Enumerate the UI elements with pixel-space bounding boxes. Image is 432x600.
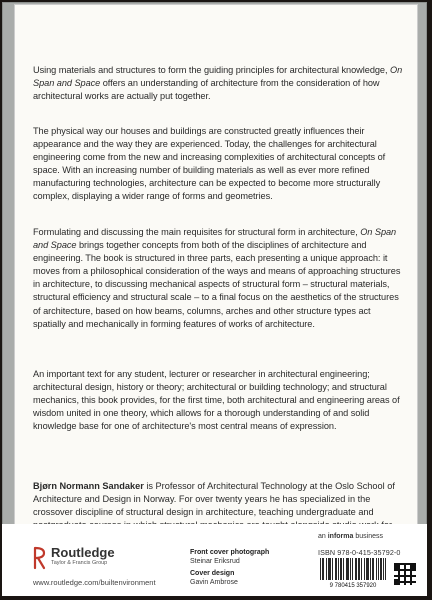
qr-module (396, 583, 398, 585)
barcode-bar (376, 558, 377, 580)
qr-code-icon (394, 563, 416, 585)
qr-module (398, 581, 400, 583)
barcode-bar (320, 558, 321, 580)
publisher-logo (33, 546, 115, 570)
cover-credits (190, 548, 269, 587)
qr-module (394, 575, 396, 577)
publisher-url: www.routledge.com/builtenvironment (33, 578, 156, 587)
qr-module (406, 581, 408, 583)
blurb-paragraph-2: The physical way our houses and buildings are constructed greatly influences their appearance and the way they are experienced. Today, the challenges for architectural engineering come from the new and increasing complexities of architectural concepts of space. With an increasing number of building materials as well as ever more refined manufacturing technologies, architecture can be expected to become more structurally complex, displaying a wider range of forms and geometries. (33, 126, 386, 202)
barcode-bar (367, 558, 368, 580)
blurb-p1-text-b: offers an understanding of architecture from the consideration of how architectural works are actually put together. (33, 78, 380, 102)
informa-suffix: business (353, 533, 383, 540)
qr-module (396, 581, 398, 583)
author-name: Bjørn Normann Sandaker (33, 481, 144, 491)
barcode-bar (359, 558, 360, 580)
qr-module (396, 567, 398, 569)
barcode-bar (330, 558, 331, 580)
design-credit-name: Gavin Ambrose (190, 579, 238, 586)
qr-module (410, 579, 412, 581)
qr-module (410, 571, 412, 573)
barcode-bar (358, 558, 359, 580)
qr-module (396, 565, 398, 567)
publisher-group: Taylor & Francis Group (51, 560, 108, 566)
barcode-bar (370, 558, 371, 580)
qr-module (396, 563, 398, 565)
qr-module (396, 569, 398, 571)
qr-module (398, 563, 400, 565)
informa-name: informa (327, 533, 354, 540)
author-bio-text: is Professor of Architectural Technology at the Oslo School of Architecture and Design in Norway. For over twenty years he has specialized in the crossover discipline of structural design in architecture, teaching undergraduate and (33, 481, 395, 518)
barcode-icon (318, 558, 388, 588)
qr-module (394, 583, 396, 585)
book-title-italic: On Span and Space (33, 227, 397, 251)
qr-module (398, 579, 400, 581)
qr-module (400, 581, 402, 583)
barcode-bar (347, 558, 348, 580)
barcode-bar (343, 558, 344, 580)
qr-module (414, 565, 416, 567)
barcode-bar (346, 558, 347, 580)
barcode-bar (361, 558, 362, 580)
qr-module (412, 569, 414, 571)
qr-module (410, 573, 412, 575)
blurb-p1-text-a: Using materials and structures to form the guiding principles for architectural knowledge, (33, 65, 390, 75)
barcode-bar (348, 558, 349, 580)
qr-module (394, 581, 396, 583)
qr-module (404, 571, 406, 573)
barcode-bar (326, 558, 327, 580)
qr-module (408, 569, 410, 571)
informa-prefix: an (318, 533, 328, 540)
design-credit-label: Cover design (190, 570, 235, 577)
qr-module (406, 569, 408, 571)
barcode-bar (350, 558, 351, 580)
barcode-bar (332, 558, 333, 580)
barcode-bar (341, 558, 342, 580)
qr-module (398, 571, 400, 573)
blurb-paragraph-4: An important text for any student, lecturer or researcher in architectural engineering; architectural design, history or theory; architectural or building technology; and structural mechanics, this book provides, for the first time, both architectural and engineering areas of wisdom united in one theory, which allows for a thorough understanding of and solid knowledge base for one of architecture's most central means of expression. (33, 369, 400, 432)
qr-module (408, 581, 410, 583)
informa-business (318, 533, 383, 540)
qr-module (410, 563, 412, 565)
qr-module (404, 579, 406, 581)
barcode-bar (364, 558, 365, 580)
qr-module (398, 565, 400, 567)
qr-module (404, 565, 406, 567)
qr-module (394, 569, 396, 571)
qr-module (400, 569, 402, 571)
barcode-bar (366, 558, 367, 580)
barcode-bar (378, 558, 379, 580)
barcode-bar (383, 558, 384, 580)
qr-module (398, 577, 400, 579)
book-title-italic: On Span and Space (33, 65, 403, 89)
qr-module (414, 569, 416, 571)
barcode-bar (323, 558, 324, 580)
barcode-bar (336, 558, 337, 580)
barcode-bar (338, 558, 339, 580)
barcode-bar (322, 558, 323, 580)
photo-credit-label: Front cover photograph (190, 549, 270, 556)
qr-module (396, 575, 398, 577)
barcode-bar (368, 558, 369, 580)
qr-module (412, 575, 414, 577)
barcode-bar (356, 558, 357, 580)
qr-module (404, 581, 406, 583)
qr-module (398, 583, 400, 585)
qr-module (402, 575, 404, 577)
barcode-bar (373, 558, 374, 580)
qr-module (404, 575, 406, 577)
blurb-p3-text-a: Formulating and discussing the main requisites for structural form in architecture, (33, 227, 361, 237)
barcode-bar (380, 558, 381, 580)
qr-module (414, 575, 416, 577)
barcode-bar (328, 558, 329, 580)
barcode-bar (335, 558, 336, 580)
qr-module (402, 569, 404, 571)
barcode-bar (329, 558, 330, 580)
qr-module (402, 581, 404, 583)
barcode-bar (340, 558, 341, 580)
barcode-bar (385, 558, 386, 580)
qr-module (394, 579, 396, 581)
qr-module (410, 569, 412, 571)
qr-module (394, 563, 396, 565)
qr-module (396, 579, 398, 581)
qr-module (404, 573, 406, 575)
qr-module (404, 563, 406, 565)
barcode-number: 9 780415 357920 (329, 583, 377, 588)
blurb-paragraph-1 (33, 64, 403, 103)
qr-module (400, 575, 402, 577)
qr-module (404, 577, 406, 579)
photo-credit-name: Steinar Eriksrud (190, 558, 240, 565)
qr-module (414, 567, 416, 569)
qr-module (408, 575, 410, 577)
qr-module (410, 583, 412, 585)
qr-module (410, 575, 412, 577)
qr-module (412, 567, 414, 569)
qr-module (414, 581, 416, 583)
qr-module (398, 573, 400, 575)
qr-module (402, 563, 404, 565)
qr-module (404, 569, 406, 571)
qr-module (394, 565, 396, 567)
qr-module (400, 563, 402, 565)
blurb-p3-text-b: brings together concepts from both of the disciplines of architecture and engineering. The book is structured in three parts, each presenting a unique approach: it moves from a philosophical consideration of the ways and means of approaching structures in architecture, to discussing mechanical aspects of structural form – structural materials, structural efficiency and structural scale – to a final focus on the aesthetics of the structures of architecture, based on how beams, columns, arches and other structure types act spatially and mechanically in forming features of works of architecture. (33, 240, 401, 329)
qr-module (410, 565, 412, 567)
qr-module (406, 575, 408, 577)
qr-module (414, 563, 416, 565)
qr-module (406, 563, 408, 565)
barcode-bar (355, 558, 356, 580)
qr-module (410, 581, 412, 583)
qr-module (398, 567, 400, 569)
barcode-bar (372, 558, 373, 580)
blurb-paragraph-3 (33, 226, 403, 331)
qr-module (412, 581, 414, 583)
routledge-r-icon (33, 546, 47, 570)
qr-module (410, 567, 412, 569)
barcode-bar (381, 558, 382, 580)
publisher-name: Routledge (51, 545, 115, 560)
qr-module (408, 563, 410, 565)
isbn: ISBN 978-0-415-35792-0 (318, 548, 401, 557)
qr-module (398, 569, 400, 571)
qr-module (412, 563, 414, 565)
qr-module (404, 583, 406, 585)
qr-module (394, 567, 396, 569)
qr-module (398, 575, 400, 577)
barcode-bar (352, 558, 353, 580)
qr-module (412, 565, 414, 567)
qr-module (410, 577, 412, 579)
qr-module (404, 567, 406, 569)
